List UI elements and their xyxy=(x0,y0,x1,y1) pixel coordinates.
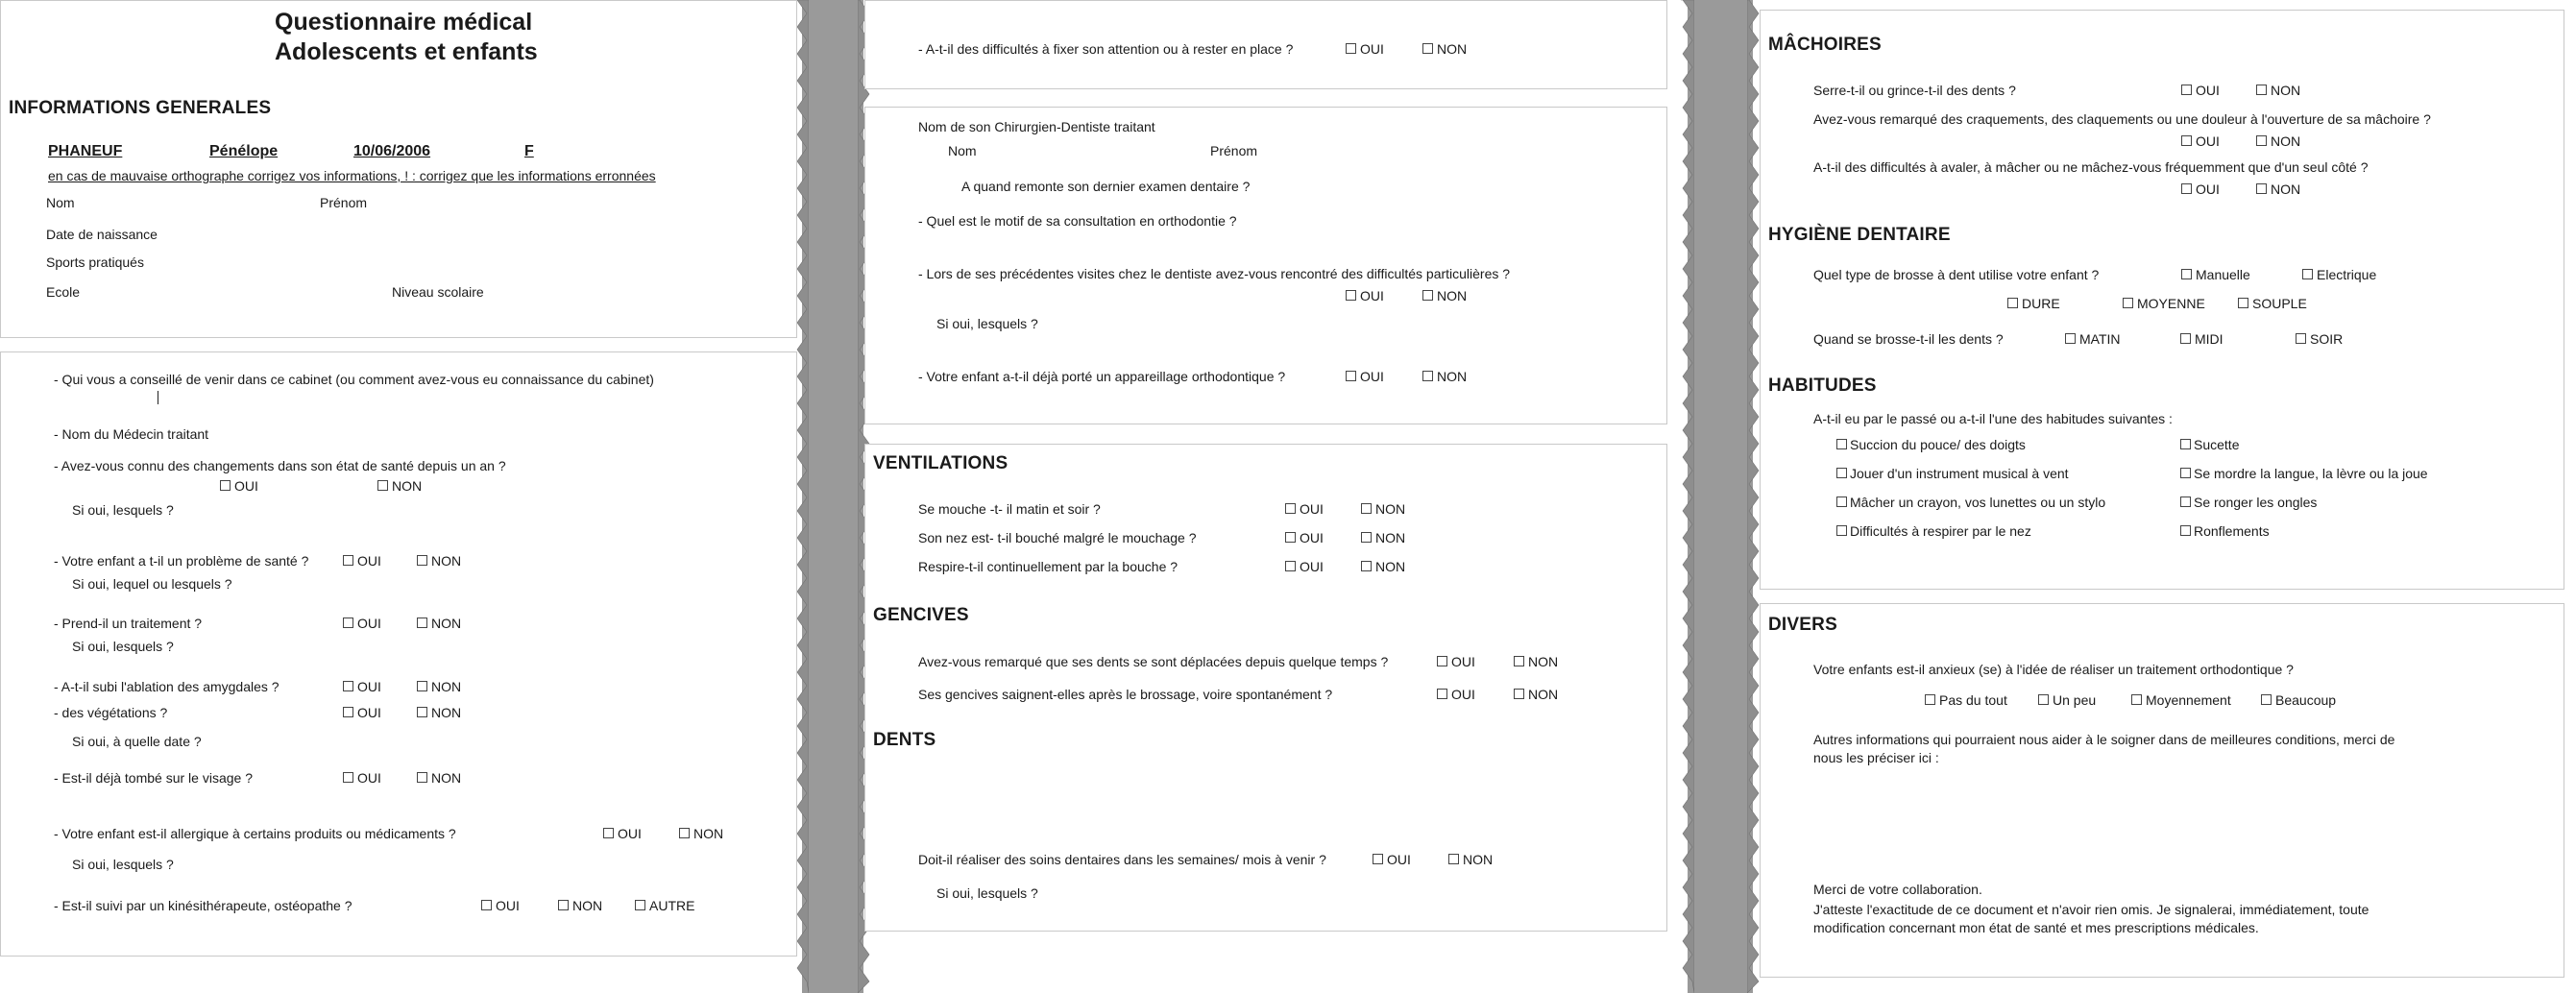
other-info-line1: Autres informations qui pourraient nous aider à le soigner dans de meilleures conditions, merci de xyxy=(1813,732,2395,747)
option-label: OUI xyxy=(1387,852,1411,867)
option-label: OUI xyxy=(1300,530,1324,545)
follow-up-which: Si oui, lesquels ? xyxy=(936,316,1038,331)
checkbox-oui[interactable] xyxy=(603,828,614,838)
option-label: SOIR xyxy=(2310,331,2344,347)
checkbox-oui[interactable] xyxy=(220,480,231,491)
checkbox-mordre[interactable] xyxy=(2180,468,2191,478)
question-physician: - Nom du Médecin traitant xyxy=(54,426,209,442)
label-date-naissance: Date de naissance xyxy=(46,227,158,242)
option-label: Moyennement xyxy=(2146,692,2231,708)
option-label: Pas du tout xyxy=(1939,692,2007,708)
checkbox-non[interactable] xyxy=(1422,290,1433,301)
checkbox-oui[interactable] xyxy=(1373,854,1383,864)
checkbox-oui[interactable] xyxy=(1437,689,1447,699)
option-label: NON xyxy=(1437,41,1468,57)
question-adenoids: - des végétations ? xyxy=(54,705,168,720)
question-physio: - Est-il suivi par un kinésithérapeute, ostéopathe ? xyxy=(54,898,352,913)
checkbox-non[interactable] xyxy=(417,772,427,783)
checkbox-non[interactable] xyxy=(679,828,690,838)
option-label: Se ronger les ongles xyxy=(2194,495,2318,510)
follow-up-which: Si oui, lesquels ? xyxy=(72,639,174,654)
option-label: Electrique xyxy=(2317,267,2377,282)
question-ortho-appliance: - Votre enfant a-t-il déjà porté un appareillage orthodontique ? xyxy=(918,369,1286,384)
option-label: MATIN xyxy=(2079,331,2121,347)
patient-birth-date[interactable]: 10/06/2006 xyxy=(353,143,431,159)
question-anxiety: Votre enfants est-il anxieux (se) à l'idée de réaliser un traitement orthodontique ? xyxy=(1813,662,2294,677)
question-consult-reason: - Quel est le motif de sa consultation en orthodontie ? xyxy=(918,213,1237,229)
option-label: Mâcher un crayon, vos lunettes ou un stylo xyxy=(1850,495,2106,510)
question-last-exam: A quand remonte son dernier examen dentaire ? xyxy=(961,179,1251,194)
option-label: Difficultés à respirer par le nez xyxy=(1850,523,2031,539)
section-title-general: INFORMATIONS GENERALES xyxy=(9,98,272,118)
checkbox-moyenne[interactable] xyxy=(2123,298,2133,308)
question-teeth-moved: Avez-vous remarqué que ses dents se sont déplacées depuis quelque temps ? xyxy=(918,654,1389,669)
checkbox-pas-du-tout[interactable] xyxy=(1925,694,1935,705)
attestation-line2: modification concernant mon état de santé et mes prescriptions médicales. xyxy=(1813,920,2259,935)
option-label: NON xyxy=(392,478,423,494)
option-label: OUI xyxy=(1451,654,1475,669)
question-bleeding-gums: Ses gencives saignent-elles après le brossage, voire spontanément ? xyxy=(918,687,1333,702)
question-tonsils: - A-t-il subi l'ablation des amygdales ? xyxy=(54,679,279,694)
checkbox-non[interactable] xyxy=(2256,183,2267,194)
option-label: NON xyxy=(1437,288,1468,303)
option-label: NON xyxy=(2271,182,2301,197)
question-toothbrush: Quel type de brosse à dent utilise votre enfant ? xyxy=(1813,267,2100,282)
other-info-line2: nous les préciser ici : xyxy=(1813,750,1939,765)
checkbox-autre[interactable] xyxy=(635,900,645,910)
checkbox-succion[interactable] xyxy=(1836,439,1847,449)
checkbox-oui[interactable] xyxy=(1285,561,1296,571)
checkbox-manuelle[interactable] xyxy=(2181,269,2192,279)
checkbox-souple[interactable] xyxy=(2238,298,2248,308)
dentist-nom-label: Nom xyxy=(948,143,977,158)
question-grinding: Serre-t-il ou grince-t-il des dents ? xyxy=(1813,83,2016,98)
page-gap-right xyxy=(1688,0,1753,993)
question-allergy: - Votre enfant est-il allergique à certains produits ou médicaments ? xyxy=(54,826,456,841)
label-niveau-scolaire: Niveau scolaire xyxy=(392,284,484,300)
option-label: NON xyxy=(1375,559,1406,574)
option-label: OUI xyxy=(2196,133,2220,149)
option-label: OUI xyxy=(1360,41,1384,57)
option-label: NON xyxy=(431,616,462,631)
follow-up-which: Si oui, lesquels ? xyxy=(72,857,174,872)
checkbox-non[interactable] xyxy=(377,480,388,491)
option-label: Se mordre la langue, la lèvre ou la joue xyxy=(2194,466,2428,481)
checkbox-non[interactable] xyxy=(558,900,569,910)
option-label: OUI xyxy=(1360,369,1384,384)
checkbox-respirer[interactable] xyxy=(1836,525,1847,536)
section-title-gencives: GENCIVES xyxy=(873,605,969,625)
checkbox-oui[interactable] xyxy=(343,707,353,717)
checkbox-beaucoup[interactable] xyxy=(2261,694,2272,705)
checkbox-non[interactable] xyxy=(417,618,427,628)
checkbox-oui[interactable] xyxy=(1285,503,1296,514)
checkbox-matin[interactable] xyxy=(2065,333,2076,344)
checkbox-non[interactable] xyxy=(1514,656,1524,666)
option-label: AUTRE xyxy=(649,898,695,913)
question-nose-blow: Se mouche -t- il matin et soir ? xyxy=(918,501,1101,517)
checkbox-oui[interactable] xyxy=(343,555,353,566)
option-label: OUI xyxy=(357,616,381,631)
question-referral: - Qui vous a conseillé de venir dans ce cabinet (ou comment avez-vous eu connaissance du cabinet) xyxy=(54,372,654,387)
follow-up-which: Si oui, lesquels ? xyxy=(72,502,174,518)
patient-sex[interactable]: F xyxy=(524,143,534,159)
checkbox-non[interactable] xyxy=(1422,371,1433,381)
checkbox-oui[interactable] xyxy=(1346,290,1356,301)
option-label: NON xyxy=(693,826,724,841)
checkbox-ongles[interactable] xyxy=(2180,496,2191,507)
option-label: NON xyxy=(1528,654,1559,669)
follow-up-which: Si oui, lesquels ? xyxy=(936,885,1038,901)
option-label: NON xyxy=(1463,852,1494,867)
section-title-hygiene: HYGIÈNE DENTAIRE xyxy=(1768,225,1951,245)
question-attention: - A-t-il des difficultés à fixer son attention ou à rester en place ? xyxy=(918,41,1294,57)
checkbox-soir[interactable] xyxy=(2296,333,2306,344)
dentist-label: Nom de son Chirurgien-Dentiste traitant xyxy=(918,119,1155,134)
checkbox-oui[interactable] xyxy=(2181,183,2192,194)
checkbox-non[interactable] xyxy=(1361,561,1372,571)
option-label: OUI xyxy=(234,478,258,494)
option-label: NON xyxy=(572,898,603,913)
option-label: NON xyxy=(1375,530,1406,545)
option-label: OUI xyxy=(1451,687,1475,702)
checkbox-non[interactable] xyxy=(1361,532,1372,543)
checkbox-oui[interactable] xyxy=(343,618,353,628)
option-label: Ronflements xyxy=(2194,523,2270,539)
dentist-prenom-label: Prénom xyxy=(1210,143,1258,158)
patient-last-name[interactable]: PHANEUF xyxy=(48,143,123,159)
question-health-changes: - Avez-vous connu des changements dans son état de santé depuis un an ? xyxy=(54,458,506,473)
patient-first-name[interactable]: Pénélope xyxy=(209,143,279,159)
checkbox-non[interactable] xyxy=(1448,854,1459,864)
option-label: NON xyxy=(2271,83,2301,98)
option-label: Manuelle xyxy=(2196,267,2250,282)
option-label: NON xyxy=(431,679,462,694)
checkbox-ronflements[interactable] xyxy=(2180,525,2191,536)
option-label: OUI xyxy=(1300,501,1324,517)
torn-edge xyxy=(1747,0,1761,993)
option-label: OUI xyxy=(2196,83,2220,98)
question-treatment: - Prend-il un traitement ? xyxy=(54,616,203,631)
option-label: NON xyxy=(431,770,462,786)
checkbox-instrument[interactable] xyxy=(1836,468,1847,478)
page-title: Questionnaire médical xyxy=(275,9,533,36)
option-label: OUI xyxy=(1300,559,1324,574)
checkbox-oui[interactable] xyxy=(343,772,353,783)
question-jaw-clicks: Avez-vous remarqué des craquements, des claquements ou une douleur à l'ouverture de sa mâchoire ? xyxy=(1813,111,2431,127)
checkbox-non[interactable] xyxy=(1361,503,1372,514)
option-label: OUI xyxy=(357,770,381,786)
question-health-problem: - Votre enfant a t-il un problème de santé ? xyxy=(54,553,309,569)
section-title-divers: DIVERS xyxy=(1768,615,1837,635)
checkbox-oui[interactable] xyxy=(2181,135,2192,146)
option-label: OUI xyxy=(618,826,642,841)
option-label: OUI xyxy=(357,553,381,569)
section-title-machoires: MÂCHOIRES xyxy=(1768,35,1882,55)
option-label: OUI xyxy=(496,898,520,913)
checkbox-electrique[interactable] xyxy=(2302,269,2313,279)
checkbox-non[interactable] xyxy=(2256,135,2267,146)
option-label: NON xyxy=(431,705,462,720)
checkbox-oui[interactable] xyxy=(343,681,353,691)
checkbox-non[interactable] xyxy=(417,681,427,691)
page-gap-left xyxy=(802,0,863,993)
checkbox-non[interactable] xyxy=(417,707,427,717)
checkbox-un-peu[interactable] xyxy=(2038,694,2049,705)
option-label: Beaucoup xyxy=(2275,692,2337,708)
option-label: OUI xyxy=(2196,182,2220,197)
option-label: SOUPLE xyxy=(2252,296,2307,311)
option-label: NON xyxy=(1528,687,1559,702)
option-label: DURE xyxy=(2022,296,2060,311)
checkbox-midi[interactable] xyxy=(2180,333,2191,344)
checkbox-non[interactable] xyxy=(1422,43,1433,54)
checkbox-oui[interactable] xyxy=(1346,371,1356,381)
section-title-habitudes: HABITUDES xyxy=(1768,375,1877,396)
option-label: NON xyxy=(1375,501,1406,517)
checkbox-sucette[interactable] xyxy=(2180,439,2191,449)
question-mouth-breathing: Respire-t-il continuellement par la bouche ? xyxy=(918,559,1179,574)
torn-edge xyxy=(1681,0,1694,993)
follow-up-which: Si oui, lequel ou lesquels ? xyxy=(72,576,232,592)
thank-you: Merci de votre collaboration. xyxy=(1813,882,1982,897)
label-prenom: Prénom xyxy=(320,195,368,210)
checkbox-dure[interactable] xyxy=(2007,298,2018,308)
option-label: NON xyxy=(1437,369,1468,384)
section-title-dents: DENTS xyxy=(873,730,936,750)
option-label: Succion du pouce/ des doigts xyxy=(1850,437,2026,452)
option-label: OUI xyxy=(357,705,381,720)
label-sports: Sports pratiqués xyxy=(46,254,144,270)
question-previous-visits: - Lors de ses précédentes visites chez le dentiste avez-vous rencontré des difficultés particulières ? xyxy=(918,266,1511,281)
option-label: MIDI xyxy=(2195,331,2224,347)
question-brushing-time: Quand se brosse-t-il les dents ? xyxy=(1813,331,2004,347)
section-title-ventilations: VENTILATIONS xyxy=(873,453,1009,473)
option-label: OUI xyxy=(1360,288,1384,303)
option-label: Jouer d'un instrument musical à vent xyxy=(1850,466,2069,481)
correction-note: en cas de mauvaise orthographe corrigez vos informations, ! : corrigez que les informations erronnées xyxy=(48,168,656,183)
checkbox-non[interactable] xyxy=(2256,85,2267,95)
checkbox-oui[interactable] xyxy=(2181,85,2192,95)
question-face-fall: - Est-il déjà tombé sur le visage ? xyxy=(54,770,253,786)
option-label: Un peu xyxy=(2053,692,2097,708)
question-habits: A-t-il eu par le passé ou a-t-il l'une des habitudes suivantes : xyxy=(1813,411,2173,426)
option-label: NON xyxy=(431,553,462,569)
checkbox-macher[interactable] xyxy=(1836,496,1847,507)
question-blocked-nose: Son nez est- t-il bouché malgré le mouchage ? xyxy=(918,530,1197,545)
page-subtitle: Adolescents et enfants xyxy=(275,38,538,65)
torn-edge xyxy=(795,0,809,993)
follow-up-date: Si oui, à quelle date ? xyxy=(72,734,202,749)
checkbox-non[interactable] xyxy=(417,555,427,566)
checkbox-moyennement[interactable] xyxy=(2131,694,2142,705)
checkbox-oui[interactable] xyxy=(481,900,492,910)
question-swallowing: A-t-il des difficultés à avaler, à mâcher ou ne mâchez-vous fréquemment que d'un seul côté ? xyxy=(1813,159,2369,175)
question-dental-care: Doit-il réaliser des soins dentaires dans les semaines/ mois à venir ? xyxy=(918,852,1326,867)
checkbox-oui[interactable] xyxy=(1285,532,1296,543)
checkbox-oui[interactable] xyxy=(1437,656,1447,666)
option-label: NON xyxy=(2271,133,2301,149)
option-label: MOYENNE xyxy=(2137,296,2205,311)
option-label: OUI xyxy=(357,679,381,694)
attestation-line1: J'atteste l'exactitude de ce document et n'avoir rien omis. Je signalerai, immédiatement, toute xyxy=(1813,902,2369,917)
label-ecole: Ecole xyxy=(46,284,81,300)
checkbox-oui[interactable] xyxy=(1346,43,1356,54)
option-label: Sucette xyxy=(2194,437,2240,452)
label-nom: Nom xyxy=(46,195,75,210)
checkbox-non[interactable] xyxy=(1514,689,1524,699)
